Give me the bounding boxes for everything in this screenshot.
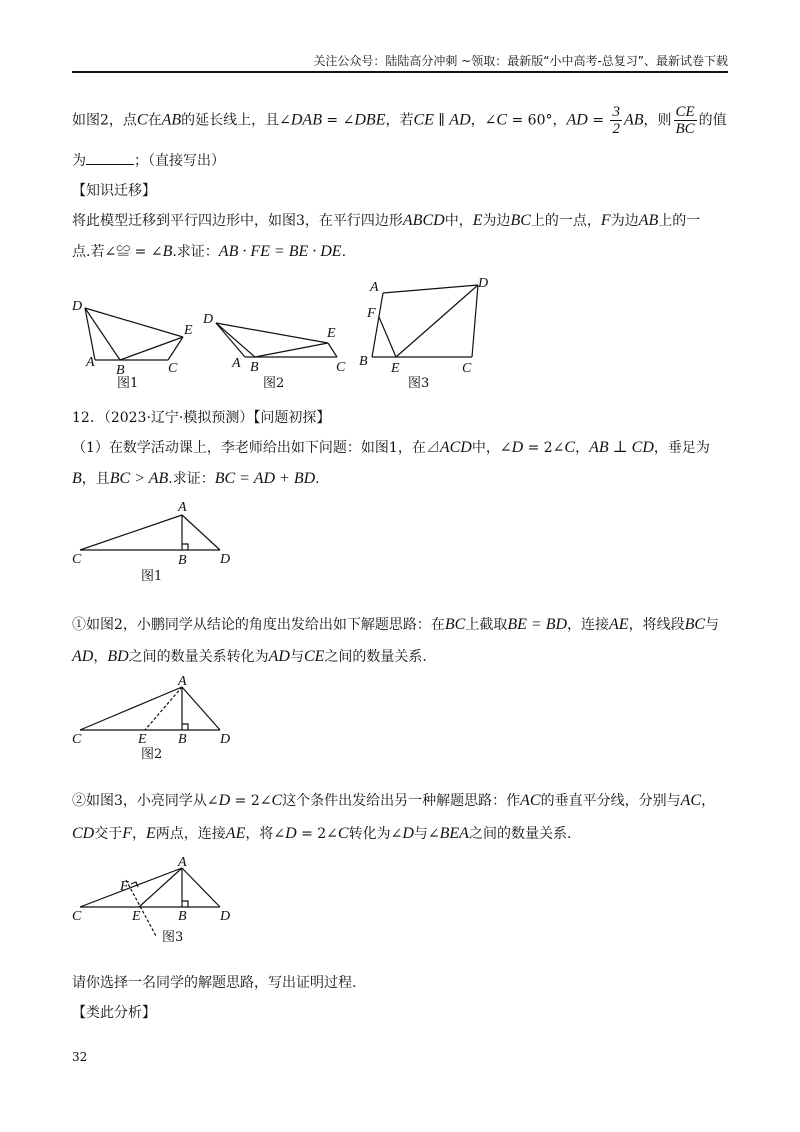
q12-idea-2-line-2: CD交于F，E两点，连接AE，将∠D = 2∠C转化为∠D与∠BEA之间的数量关系. [72,825,572,842]
svg-text:E: E [391,361,400,376]
choose-instruction: 请你选择一名同学的解题思路，写出证明过程. [72,975,357,991]
knowledge-transfer-heading: 【知识迁移】 [72,183,156,199]
svg-text:D: D [72,299,83,314]
figure-3-parallelogram [356,275,496,390]
q11-line-3: 将此模型迁移到平行四边形中，如图3，在平行四边形ABCD中，E为边BC上的一点，F为边AB上的一 [72,212,701,229]
q12-figure-3 [70,850,250,950]
fraction-ce-bc: $\frac{CE}{BC}$ [675,104,695,137]
svg-text:D: D [220,552,231,567]
svg-text:B: B [250,360,259,375]
svg-text:A: A [178,674,187,689]
q12-idea-1-line-1: ①如图2，小鹏同学从结论的角度出发给出如下解题思路：在BC上截取BE = BD，连接AE，将线段BC与 [72,616,720,633]
answer-blank[interactable] [86,164,134,165]
q12-figure-1 [70,500,250,585]
page-number: 32 [72,1050,88,1064]
svg-text:E: E [138,732,147,747]
analogy-heading: 【类此分析】 [72,1005,156,1021]
svg-text:D: D [220,909,231,924]
svg-text:E: E [132,909,141,924]
q12-line-1: （1）在数学活动课上，李老师给出如下问题：如图1，在⊿ACD中，∠D = 2∠C，AB ⊥ CD，垂足为 [72,439,710,456]
header-divider [72,71,728,73]
svg-text:A: A [232,356,241,371]
svg-text:C: C [72,909,82,924]
svg-text:图2: 图2 [141,747,163,762]
svg-text:图2: 图2 [263,376,285,391]
svg-text:A: A [178,855,187,870]
figure-2-triangle [200,305,350,390]
q12-idea-2-line-1: ②如图3，小亮同学从∠D = 2∠C这个条件出发给出另一种解题思路：作AC的垂直平分线，分别与AC， [72,792,716,809]
svg-text:C: C [336,360,346,375]
fraction-3-2: $\frac{3}{2}$ [612,104,620,137]
svg-text:B: B [359,354,368,369]
q12-heading: 12．（2023·辽宁·模拟预测）【问题初探】 [72,410,331,426]
svg-text:C: C [168,361,178,376]
svg-text:A: A [178,500,187,515]
svg-text:图1: 图1 [141,569,163,584]
svg-text:D: D [220,732,231,747]
figure-1-triangle [70,290,200,390]
svg-text:B: B [178,732,187,747]
svg-text:D: D [203,312,214,327]
svg-text:A: A [86,355,95,370]
svg-text:B: B [178,553,187,568]
svg-text:C: C [72,732,82,747]
svg-text:F: F [120,879,129,894]
svg-text:F: F [367,306,376,321]
svg-text:B: B [178,909,187,924]
q11-line-1: 如图2，点C在AB的延长线上，且∠DAB = ∠DBE，若CE ∥ AD，∠C = 60°，AD = $\frac{3}{2}$ AB，则 $\frac{CE}{BC}$ 的值 [72,104,727,137]
svg-text:E: E [184,323,193,338]
svg-text:A: A [370,280,379,295]
page-header: 关注公众号：陆陆高分冲刺 ~领取：最新版“小中高考-总复习”、最新试卷下载 [313,54,728,68]
svg-text:图3: 图3 [408,376,430,391]
svg-text:C: C [462,361,472,376]
svg-text:图3: 图3 [162,930,184,945]
svg-text:图1: 图1 [117,376,139,391]
svg-text:B: B [116,363,125,378]
q11-line-4: 点.若∠≌ = ∠B.求证：AB · FE = BE · DE. [72,243,347,260]
q12-figure-2 [70,675,250,765]
q12-idea-1-line-2: AD，BD之间的数量关系转化为AD与CE之间的数量关系. [72,648,427,665]
svg-text:E: E [327,326,336,341]
svg-text:D: D [478,276,489,291]
svg-text:C: C [72,552,82,567]
q11-line-2: 为 ；（直接写出） [72,153,225,169]
q12-line-2: B，且BC > AB.求证：BC = AD + BD. [72,470,320,487]
